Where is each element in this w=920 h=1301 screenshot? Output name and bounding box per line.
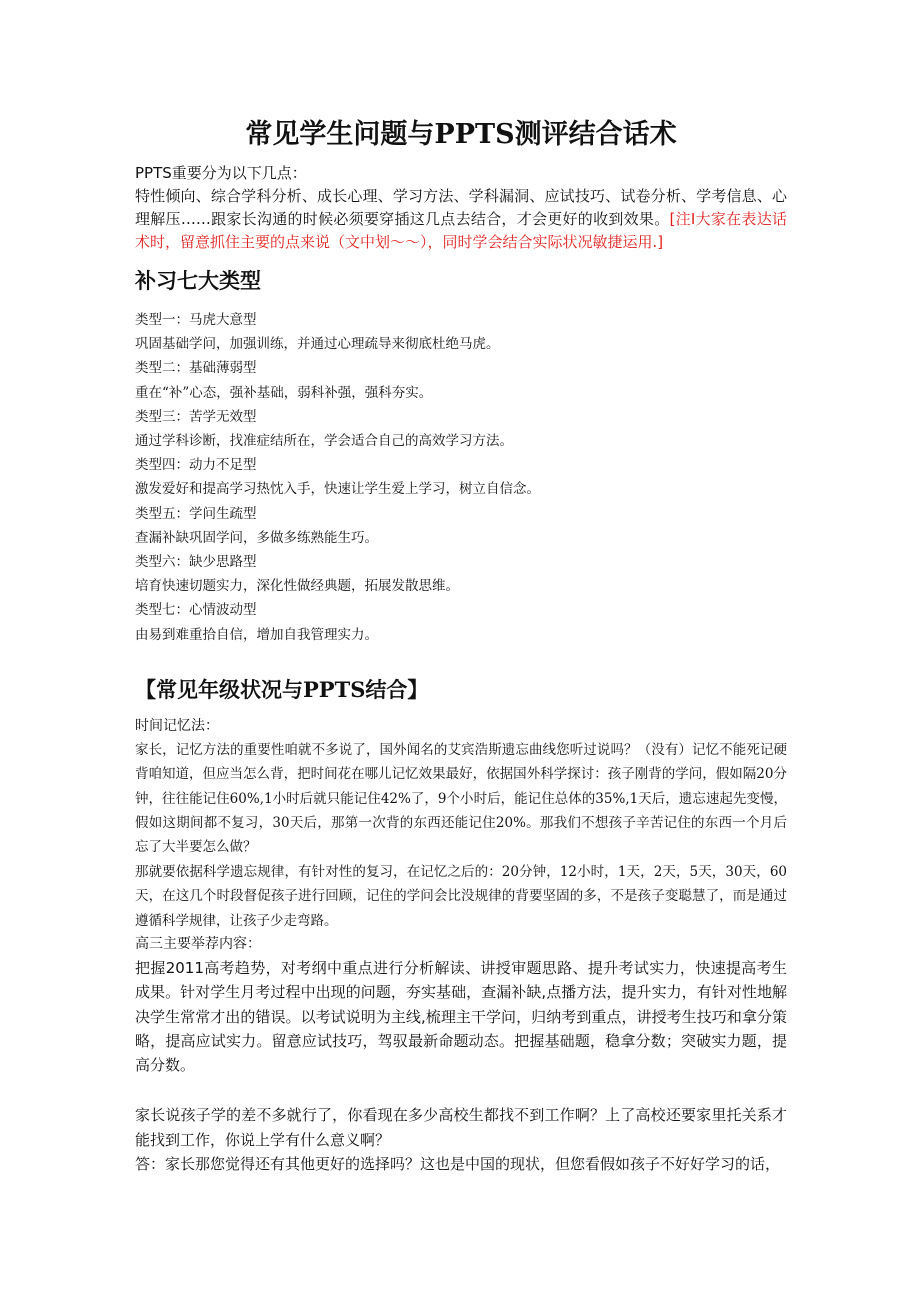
tutoring-types-heading: 补习七大类型 bbox=[135, 268, 261, 293]
intro-note: [注I大家在表达话术时，留意抓住主要的点来说（文中划～～），同时学会结合实际状况敏捷运用.] bbox=[135, 210, 787, 251]
type-description: 巩固基础学问，加强训练，并通过心理疏导来彻底杜绝马虎。 bbox=[135, 336, 500, 353]
memory-method-heading: 时间记忆法： bbox=[135, 717, 219, 734]
type-description: 由易到难重拾自信，增加自我管理实力。 bbox=[135, 626, 378, 643]
intro-heading: PPTS重要分为以下几点： bbox=[135, 164, 307, 182]
grade-section-heading: 【常见年级状况与PPTS结合】 bbox=[135, 676, 429, 702]
type-description: 查漏补缺巩固学问，多做多练熟能生巧。 bbox=[135, 529, 378, 546]
memory-paragraph-2: 那就要依据科学遗忘规律，有针对性的复习，在记忆之后的：20分钟，12小时，1天，2天，5天，30天，60天，在这几个时段督促孩子进行回顾，记住的学问会比没规律的背要坚固的多，不是孩子变聪慧了，而是通过遵循科学规律，让孩子少走弯路。 bbox=[135, 863, 787, 929]
type-description: 重在“补”心态，强补基础，弱科补强，强科夯实。 bbox=[135, 384, 433, 401]
intro-section bbox=[135, 162, 787, 254]
intro-paragraph bbox=[135, 185, 787, 254]
intro-body-text: 特性倾向、综合学科分析、成长心理、学习方法、学科漏洞、应试技巧、试卷分析、学考信息、心理解压……跟家长沟通的时候必须要穿插这几点去结合，才会更好的收到效果。 bbox=[135, 187, 787, 228]
type-label: 类型四：动力不足型 bbox=[135, 457, 257, 474]
type-label: 类型五：学问生疏型 bbox=[135, 505, 257, 522]
memory-paragraph-1: 家长，记忆方法的重要性咱就不多说了，国外闻名的艾宾浩斯遗忘曲线您听过说吗？（没有）记忆不能死记硬背咱知道，但应当怎么背，把时间花在哪儿记忆效果最好，依据国外科学探讨：孩子刚背的学问，假如隔20分钟，往往能记住60%,1小时后就只能记住42%了，9个小时后，能记住总体的35%,1天后，遗忘速起先变慢，假如这期间都不复习，30天后，那第一次背的东西还能记住20%。那我们不想孩子辛苦记住的东西一个月后忘了大半要怎么做？ bbox=[135, 741, 787, 856]
tutoring-types-section bbox=[135, 266, 787, 647]
parent-question: 家长说孩子学的差不多就行了，你看现在多少高校生都找不到工作啊？上了高校还要家里托关系才能找到工作，你说上学有什么意义啊？ bbox=[135, 1106, 787, 1149]
answer-paragraph: 答：家长那您觉得还有其他更好的选择吗？这也是中国的现状，但您看假如孩子不好好学习的话， bbox=[135, 1154, 781, 1173]
document-page bbox=[135, 118, 787, 1176]
type-description: 通过学科诊断，找准症结所在，学会适合自己的高效学习方法。 bbox=[135, 433, 513, 450]
senior3-paragraph: 把握2011高考趋势，对考纲中重点进行分析解读、讲授审题思路、提升考试实力，快速提高考生成果。针对学生月考过程中出现的问题，夯实基础，查漏补缺,点播方法，提升实力，有针对性地解决学生常常才出的错误。以考试说明为主线,梳理主干学问，归纳考到重点，讲授考生技巧和拿分策略，提高应试实力。留意应试技巧，驾驭最新命题动态。把握基础题，稳拿分数；突破实力题，提高分数。 bbox=[135, 959, 787, 1074]
type-label: 类型六：缺少思路型 bbox=[135, 554, 257, 571]
type-label: 类型七：心情波动型 bbox=[135, 602, 257, 619]
type-description: 激发爱好和提高学习热忱入手，快速让学生爱上学习，树立自信念。 bbox=[135, 481, 540, 498]
type-description: 培育快速切题实力，深化性做经典题，拓展发散思维。 bbox=[135, 578, 459, 595]
type-label: 类型二：基础薄弱型 bbox=[135, 360, 257, 377]
senior3-heading: 高三主要举荐内容： bbox=[135, 936, 261, 953]
grade-section bbox=[135, 675, 787, 1176]
page-title: 常见学生问题与PPTS测评结合话术 bbox=[245, 119, 677, 150]
type-label: 类型三：苦学无效型 bbox=[135, 408, 257, 425]
type-label: 类型一：马虎大意型 bbox=[135, 312, 257, 328]
